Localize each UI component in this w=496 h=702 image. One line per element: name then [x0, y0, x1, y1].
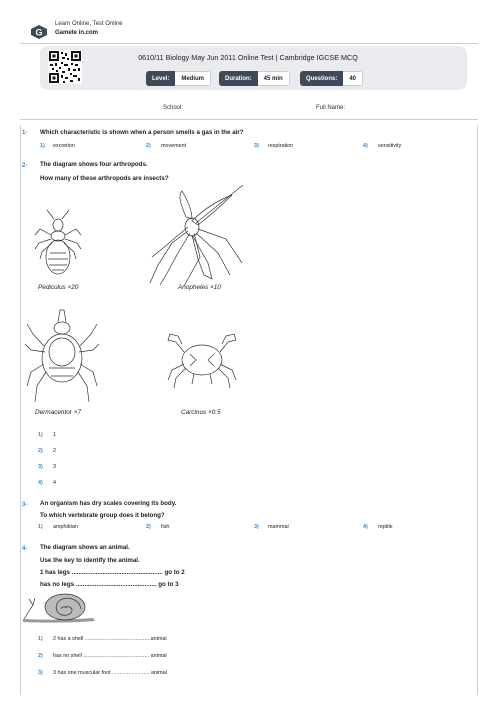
form-divider — [20, 119, 478, 120]
q1-option-3[interactable]: respiration — [268, 143, 294, 149]
q3-option-1-number[interactable]: 1) — [38, 524, 43, 530]
question-1-number: 1- — [22, 130, 28, 136]
q2-option-4[interactable]: 4 — [53, 480, 56, 486]
level-value: Medium — [175, 71, 211, 86]
questions-label: Questions: — [300, 71, 343, 86]
level-label: Level: — [146, 71, 175, 86]
pediculus-caption: Pediculus ×20 — [38, 284, 79, 291]
q1-option-1-number[interactable]: 1) — [40, 143, 45, 149]
carcinus-illustration — [164, 330, 240, 390]
anopheles-illustration — [148, 183, 248, 286]
duration-pill — [219, 71, 290, 86]
q3-option-2-number[interactable]: 2) — [146, 524, 151, 530]
question-2-number: 2- — [22, 163, 28, 169]
questions-value: 40 — [343, 71, 363, 86]
q2-option-3[interactable]: 3 — [53, 464, 56, 470]
q3-option-3-number[interactable]: 3) — [254, 524, 259, 530]
test-title: 0610/11 Biology May Jun 2011 Online Test | Cambridge IGCSE MCQ — [138, 53, 358, 62]
question-4-number: 4- — [22, 546, 28, 552]
q3-option-4-number[interactable]: 4) — [363, 524, 368, 530]
key-line-2: has no legs ............................................... go to 3 — [40, 581, 179, 588]
brand-site: Gamete in.com — [55, 30, 99, 36]
school-label: School: — [163, 105, 184, 111]
q4-option-3-number[interactable]: 3) — [38, 670, 43, 676]
q2-option-2-number[interactable]: 2) — [38, 448, 43, 454]
q1-option-4[interactable]: sensitivity — [378, 143, 402, 149]
gamete-logo — [31, 25, 47, 39]
svg-text:G: G — [35, 27, 43, 38]
q4-option-2-number[interactable]: 2) — [38, 653, 43, 659]
q2-option-1[interactable]: 1 — [53, 432, 56, 438]
question-3-subtext: To which vertebrate group does it belong? — [40, 512, 165, 519]
question-2-text: The diagram shows four arthropods. — [40, 161, 148, 168]
dermacentor-caption: Dermacentor ×7 — [35, 409, 81, 416]
question-3-text: An organism has dry scales covering its body. — [40, 500, 177, 507]
q3-option-1[interactable]: amphibian — [53, 524, 78, 530]
key-line-1: 1 has legs ..................................................... go to 2 — [40, 569, 185, 576]
full-name-label: Full Name: — [316, 105, 346, 111]
q3-option-4[interactable]: reptile — [378, 524, 393, 530]
q1-option-2-number[interactable]: 2) — [146, 143, 151, 149]
q1-option-2[interactable]: movement — [161, 143, 187, 149]
questions-pill — [300, 71, 363, 86]
q2-option-4-number[interactable]: 4) — [38, 480, 43, 486]
q4-option-3[interactable]: 3 has one muscular foot ......................... animal — [53, 670, 167, 676]
header-divider — [20, 43, 478, 44]
q4-option-1-number[interactable]: 1) — [38, 636, 43, 642]
level-pill — [146, 71, 211, 86]
brand-tagline: Learn Online, Test Online — [55, 21, 123, 27]
q4-option-1[interactable]: 2 has a shell ............................................animal — [53, 636, 167, 642]
q3-option-3[interactable]: mammal — [268, 524, 289, 530]
q3-option-2[interactable]: fish — [161, 524, 170, 530]
q2-option-2[interactable]: 2 — [53, 448, 56, 454]
q1-option-4-number[interactable]: 4) — [363, 143, 368, 149]
anopheles-caption: Anopheles ×10 — [178, 284, 221, 291]
carcinus-caption: Carcinus ×0.5 — [181, 409, 221, 416]
question-1-text: Which characteristic is shown when a person smells a gas in the air? — [40, 129, 244, 136]
duration-value: 45 min — [258, 71, 290, 86]
q2-option-1-number[interactable]: 1) — [38, 432, 43, 438]
question-4-text: The diagram shows an animal. — [40, 544, 130, 551]
dermacentor-illustration — [23, 306, 101, 406]
q4-option-2[interactable]: has no shell ............................................ animal — [53, 653, 167, 659]
pediculus-illustration — [30, 205, 86, 285]
question-3-number: 3- — [22, 502, 28, 508]
q2-option-3-number[interactable]: 3) — [38, 464, 43, 470]
question-2-subtext: How many of these arthropods are insects? — [40, 175, 169, 182]
right-border — [477, 125, 478, 695]
duration-label: Duration: — [219, 71, 258, 86]
q1-option-1[interactable]: excretion — [53, 143, 75, 149]
q1-option-3-number[interactable]: 3) — [254, 143, 259, 149]
snail-illustration — [21, 589, 97, 625]
question-4-subtext: Use the key to identify the animal. — [40, 557, 140, 564]
